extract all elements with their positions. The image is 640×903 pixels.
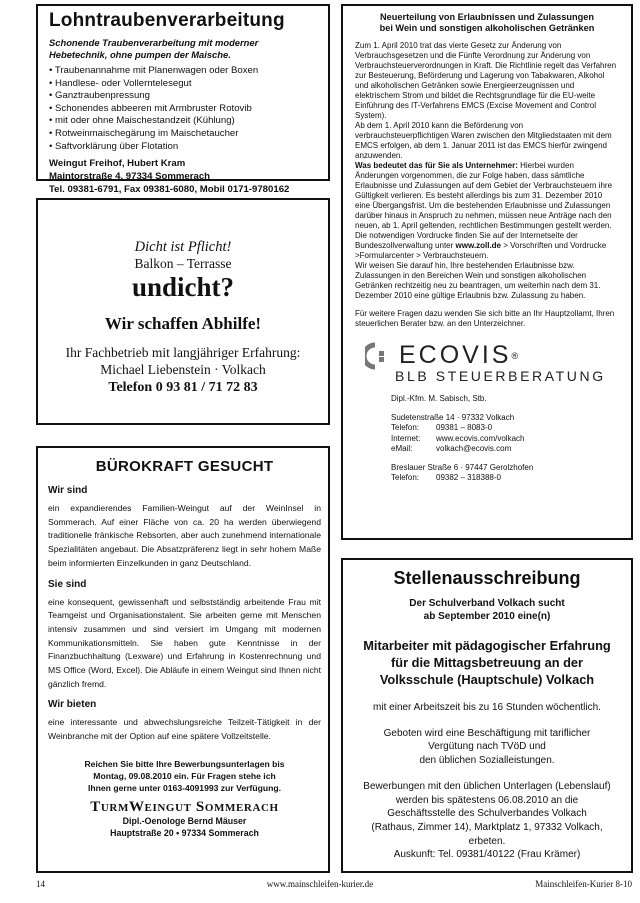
offer-line: Vergütung nach TVöD und xyxy=(428,741,546,753)
ad-school-job xyxy=(341,558,633,873)
page-number: 14 xyxy=(36,879,45,889)
ad-company-name: Michael Liebenstein · Volkach xyxy=(100,362,266,377)
position-line: Volksschule (Hauptschule) Volkach xyxy=(379,672,595,687)
section-text: eine interessante und abwechslungsreiche Teilzeit-Tätigkeit in der Weinbranche mit der Option auf eine spätere Vollzeitstelle. xyxy=(48,717,321,742)
section-heading: Sie sind xyxy=(48,578,87,590)
registered-mark: ® xyxy=(511,350,519,361)
service-list xyxy=(49,65,319,153)
internet-value: www.ecovis.com/volkach xyxy=(436,433,525,443)
note-line: Montag, 09.08.2010 ein. Für Fragen stehe ich xyxy=(93,771,276,782)
paragraph-lead: Was bedeutet das für Sie als Unternehmer: xyxy=(355,161,518,170)
note-line: Ihnen gerne unter 0163-4091993 zur Verfügung. xyxy=(88,783,281,794)
email-value: volkach@ecovis.com xyxy=(436,443,512,453)
application-line: (Rathaus, Zimmer 14), Marktplatz 1, 97332 Volkach, xyxy=(371,821,603,833)
ad-title: Lohntraubenverarbeitung xyxy=(49,10,285,31)
position-line: Mitarbeiter mit pädagogischer Erfahrung xyxy=(363,638,611,653)
application-line: Geschäftsstelle des Schulverbandes Volkach xyxy=(387,808,587,820)
list-item: • Handlese- oder Vollerntelesegut xyxy=(49,77,192,89)
ecovis-logo xyxy=(365,341,619,370)
address-line: Sudetenstraße 14 · 97332 Volkach xyxy=(391,413,515,423)
offer-line: Geboten wird eine Beschäftigung mit tariflicher xyxy=(383,727,591,739)
phone-value: 09382 – 318388-0 xyxy=(436,473,501,483)
ad-subject: Balkon – Terrasse xyxy=(134,256,232,271)
paragraph xyxy=(355,161,619,231)
paragraph-body: Die notwendigen Vordrucke finden Sie auf der Internetseite der Bundeszollverwaltung unter xyxy=(355,231,578,250)
phone-value: 09381 – 8083-0 xyxy=(436,423,493,433)
ad-claim: Wir schaffen Abhilfe! xyxy=(104,314,262,333)
logo-subtitle: BLB STEUERBERATUNG xyxy=(395,368,606,384)
internet-label: Internet: xyxy=(391,433,421,443)
title-line: Neuerteilung von Erlaubnissen und Zulassungen xyxy=(380,12,594,22)
paragraph: Wir weisen Sie darauf hin, Ihre bestehenden Erlaubnisse bzw. Zulassungen in den Bereichen Wein und sonstigen alkoholischen Getränken rechtzeitig neu zu beantragen, um weiterhin nach dem 31. Dezember 2010 eine gültige Erlaubnis bzw. Zulassung zu haben. xyxy=(355,261,601,300)
zoll-link: www.zoll.de xyxy=(455,241,501,250)
ad-title: BÜROKRAFT GESUCHT xyxy=(95,458,274,475)
offer-text xyxy=(343,727,631,768)
list-item: • Schonendes abbeeren mit Armbruster Rotovib xyxy=(49,102,252,114)
phone-row xyxy=(391,423,619,433)
footer-issue: Mainschleifen-Kurier 8-10 xyxy=(535,879,632,889)
application-line: Bewerbungen mit den üblichen Unterlagen (Lebenslauf) xyxy=(363,780,611,792)
logo-text: ECOVIS xyxy=(399,341,512,369)
address-line: Breslauer Straße 6 · 97447 Gerolzhofen xyxy=(391,463,534,473)
paragraph xyxy=(355,231,619,261)
position-line: für die Mittagsbetreuung an der xyxy=(391,655,583,670)
section-heading: Wir bieten xyxy=(48,699,97,711)
ad-balcony-sealing xyxy=(36,198,330,425)
ad-intro xyxy=(343,597,631,623)
contact-line: Weingut Freihof, Hubert Kram xyxy=(49,158,186,170)
offer-line: den üblichen Sozialleistungen. xyxy=(419,755,555,767)
intro-line: ab September 2010 eine(n) xyxy=(423,611,551,622)
paragraph-body: Hierbei wurden Änderungen vorgenommen, die zur Folge haben, dass sämtliche Erlaubnisse und Zulassungen auf dem Gebiet der Verbrauchsteuern ihre Gültigkeit verlieren. Es besteht allerdings bis zum 31. Dezember 2010 eine Übergangsfrist. Um die bestehenden Erlaubnisse und Zulassungen darüber hinaus in Anspruch zu nehmen, müssen neue Anträge nach den neuen, ab 1. April geltenden, rechtlichen Bestimmungen gestellt werden. xyxy=(355,161,613,230)
hours-text: mit einer Arbeitszeit bis zu 16 Stunden wöchentlich. xyxy=(373,702,601,713)
list-item: • Rotweinmaischegärung im Maischetaucher xyxy=(49,127,239,139)
paragraph: Zum 1. April 2010 trat das vierte Gesetz zur Änderung von Verbrauchsgesetzen und die Fünfte Verordnung zur Änderung von Verbrauchsteuerverordnungen in Kraft. Die Richtlinie regelt das Verfahren zur Besteuerung, Beförderung und Lagerung von Tabakwaren, Alkohol und alkoholischen Getränken sowie Energieerzeugnissen und elektrischem Strom und bildet die Rechtsgrundlage für die EU-weite Einführung des IT-Verfahrens EMCS (Excise Movement and Control System). xyxy=(355,41,617,120)
contact-block xyxy=(49,158,319,196)
contact-line: Tel. 09381-6791, Fax 09381-6080, Mobil 0171-9780162 xyxy=(49,183,290,195)
title-line: bei Wein und sonstigen alkoholischen Getränken xyxy=(379,23,595,33)
application-line: werden bis spätestens 06.08.2010 an die xyxy=(395,794,579,806)
footer-url[interactable]: www.mainschleifen-kurier.de xyxy=(266,879,374,889)
intro-line: Der Schulverband Volkach sucht xyxy=(409,598,565,609)
application-note xyxy=(48,758,321,795)
brand-name: TurmWeingut Sommerach xyxy=(90,798,279,815)
internet-row xyxy=(391,434,619,444)
advisor-name: Dipl.-Kfm. M. Sabisch, Stb. xyxy=(391,394,487,403)
position-title xyxy=(343,637,631,688)
ad-subtitle: Schonende Traubenverarbeitung mit moderner Hebetechnik, ohne pumpen der Maische. xyxy=(49,37,259,60)
list-item: • Saftvorklärung über Flotation xyxy=(49,140,179,152)
ad-lohntraubenverarbeitung xyxy=(36,4,330,195)
brand-address: Hauptstraße 20 • 97334 Sommerach xyxy=(110,827,259,838)
ad-title: Stellenausschreibung xyxy=(393,568,581,588)
ad-tax-advisor xyxy=(341,4,633,540)
email-label: eMail: xyxy=(391,443,413,453)
ecovis-logo-icon xyxy=(365,342,393,370)
paragraph-body: > Vorschriften und Vordrucke >Formularcenter > Verbrauchsteuern. xyxy=(355,241,607,260)
list-item: • Traubenannahme mit Planenwagen oder Boxen xyxy=(49,65,259,76)
section-heading: Wir sind xyxy=(48,485,88,496)
ad-title xyxy=(355,12,619,34)
contact-line: Maintorstraße 4, 97334 Sommerach xyxy=(49,170,211,182)
section-text: eine konsequent, gewissenhaft und selbstständig arbeitende Frau mit Teamgeist und Organisationstalent. Sie arbeiten gerne mit Menschen intensiv zusammen und sind versiert im Umgang mit modernen Kommunikationsmitteln. Sie haben gute Kenntnisse in der Finanzbuchhaltung (Lexware) und Erfahrung in Kostenrechnung und MS Office (Word, Excel). Die Abläufe in einem Weingut sind Ihnen nicht gänzlich fremd. xyxy=(48,596,321,689)
phone-row xyxy=(391,473,619,483)
list-item: • mit oder ohne Maischestandzeit (Kühlung) xyxy=(49,115,235,127)
ad-company-intro: Ihr Fachbetrieb mit langjähriger Erfahrung: xyxy=(65,345,301,360)
paragraph: Ab dem 1. April 2010 kann die Beförderung von verbrauchsteuerpflichtigen Waren zwischen den Mitgliedstaaten mit dem EMCS erfolgen, ab dem 1. Januar 2011 ist das EMCS hierfür zwingend anzuwenden. xyxy=(355,121,612,160)
list-item: • Ganztraubenpressung xyxy=(49,90,150,102)
phone-label: Telefon: xyxy=(391,423,420,433)
application-text xyxy=(343,780,631,862)
brand-owner: Dipl.-Oenologe Bernd Mäuser xyxy=(122,815,247,826)
address-block xyxy=(391,394,619,483)
note-line: Reichen Sie bitte Ihre Bewerbungsunterlagen bis xyxy=(84,758,285,769)
phone-label: Telefon: xyxy=(391,473,420,483)
ad-office-job xyxy=(36,446,330,873)
ad-slogan: Dicht ist Pflicht! xyxy=(134,239,232,255)
section-text: ein expandierendes Familien-Weingut auf der WeinInsel in Sommerach. Auf einer Fläche von ca. 20 ha werden überwiegend traditionelle fränkische Rebsorten, aber auch zunehmend internationale Spezialitäten angebaut. Die Absatzpräferenz liegt in sehr hohem Maße beim informierten Einzelkunden in ganz Deutschland. xyxy=(48,503,321,568)
application-line: erbeten. xyxy=(468,835,506,847)
ad-headline: undicht? xyxy=(131,272,235,302)
email-row xyxy=(391,444,619,454)
contact-line: Auskunft: Tel. 09381/40122 (Frau Krämer) xyxy=(393,849,581,861)
paragraph: Für weitere Fragen dazu wenden Sie sich bitte an Ihr Hauptzollamt, Ihren steuerlichen Berater bzw. an den Unterzeichner. xyxy=(355,309,615,328)
ad-phone: Telefon 0 93 81 / 71 72 83 xyxy=(108,380,258,395)
